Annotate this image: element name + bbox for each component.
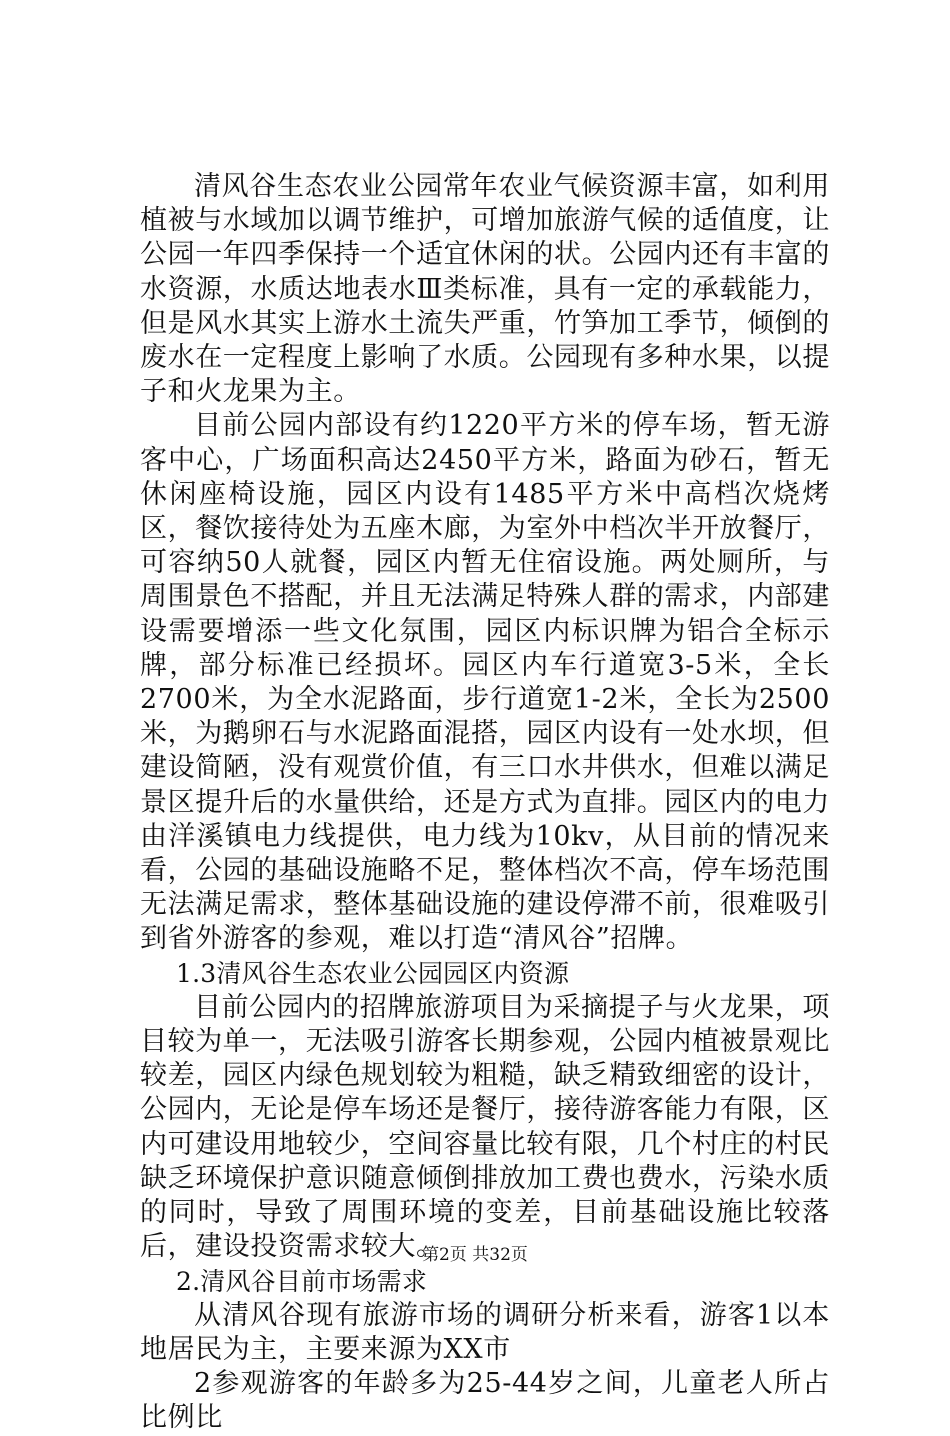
paragraph-resources: 目前公园内的招牌旅游项目为采摘提子与火龙果，项目较为单一，无法吸引游客长期参观，公园内植被景观比较差，园区内绿色规划较为粗糙，缺乏精致细密的设计，公园内，无论是停车场还是餐厅，接待游客能力有限，区内可建设用地较少，空间容量比较有限，几个村庄的村民缺乏环境保护意识随意倾倒排放加工费也费水，污染水质的同时，导致了周围环境的变差，目前基础设施比较落后，建设投资需求较大。: [140, 991, 830, 1263]
section-heading-market: 2.清风谷目前市场需求: [176, 1266, 428, 1296]
paragraph-facilities: 目前公园内部设有约1220平方米的停车场，暂无游客中心，广场面积高达2450平方米，路面为砂石，暂无休闲座椅设施，园区内设有1485平方米中高档次烧烤区，餐饮接待处为五座木廊，为室外中档次半开放餐厅，可容纳50人就餐，园区内暂无住宿设施。两处厕所，与周围景色不搭配，并且无法满足特殊人群的需求，内部建设需要增添一些文化氛围，园区内标识牌为铝合全标示牌，部分标准已经损坏。园区内车行道宽3-5米，全长2700米，为全水泥路面，步行道宽1-2米，全长为2500米，为鹅卵石与水泥路面混搭，园区内设有一处水坝，但建设简陋，没有观赏价值，有三口水井供水，但难以满足景区提升后的水量供给，还是方式为直排。园区内的电力由洋溪镇电力线提供，电力线为10kv，从目前的情况来看，公园的基础设施略不足，整体档次不高，停车场范围无法满足需求，整体基础设施的建设停滞不前，很难吸引到省外游客的参观，难以打造“清风谷”招牌。: [140, 410, 830, 955]
page-number-footer: 第2页 共32页: [422, 1245, 528, 1265]
section-heading-resources: 1.3清风谷生态农业公园园区内资源: [176, 958, 570, 988]
paragraph-visitor-age: 2参观游客的年龄多为25-44岁之间，儿童老人所占比例比: [140, 1368, 830, 1434]
paragraph-climate-water: 清风谷生态农业公园常年农业气候资源丰富，如利用植被与水域加以调节维护，可增加旅游气候的适值度，让公园一年四季保持一个适宜休闲的状。公园内还有丰富的水资源，水质达地表水Ⅲ类标准，具有一定的承载能力，但是风水其实上游水土流失严重，竹笋加工季节，倾倒的废水在一定程度上影响了水质。公园现有多种水果，以提子和火龙果为主。: [140, 171, 830, 408]
paragraph-market-source: 从清风谷现有旅游市场的调研分析来看，游客1以本地居民为主，主要来源为XX市: [140, 1299, 830, 1365]
